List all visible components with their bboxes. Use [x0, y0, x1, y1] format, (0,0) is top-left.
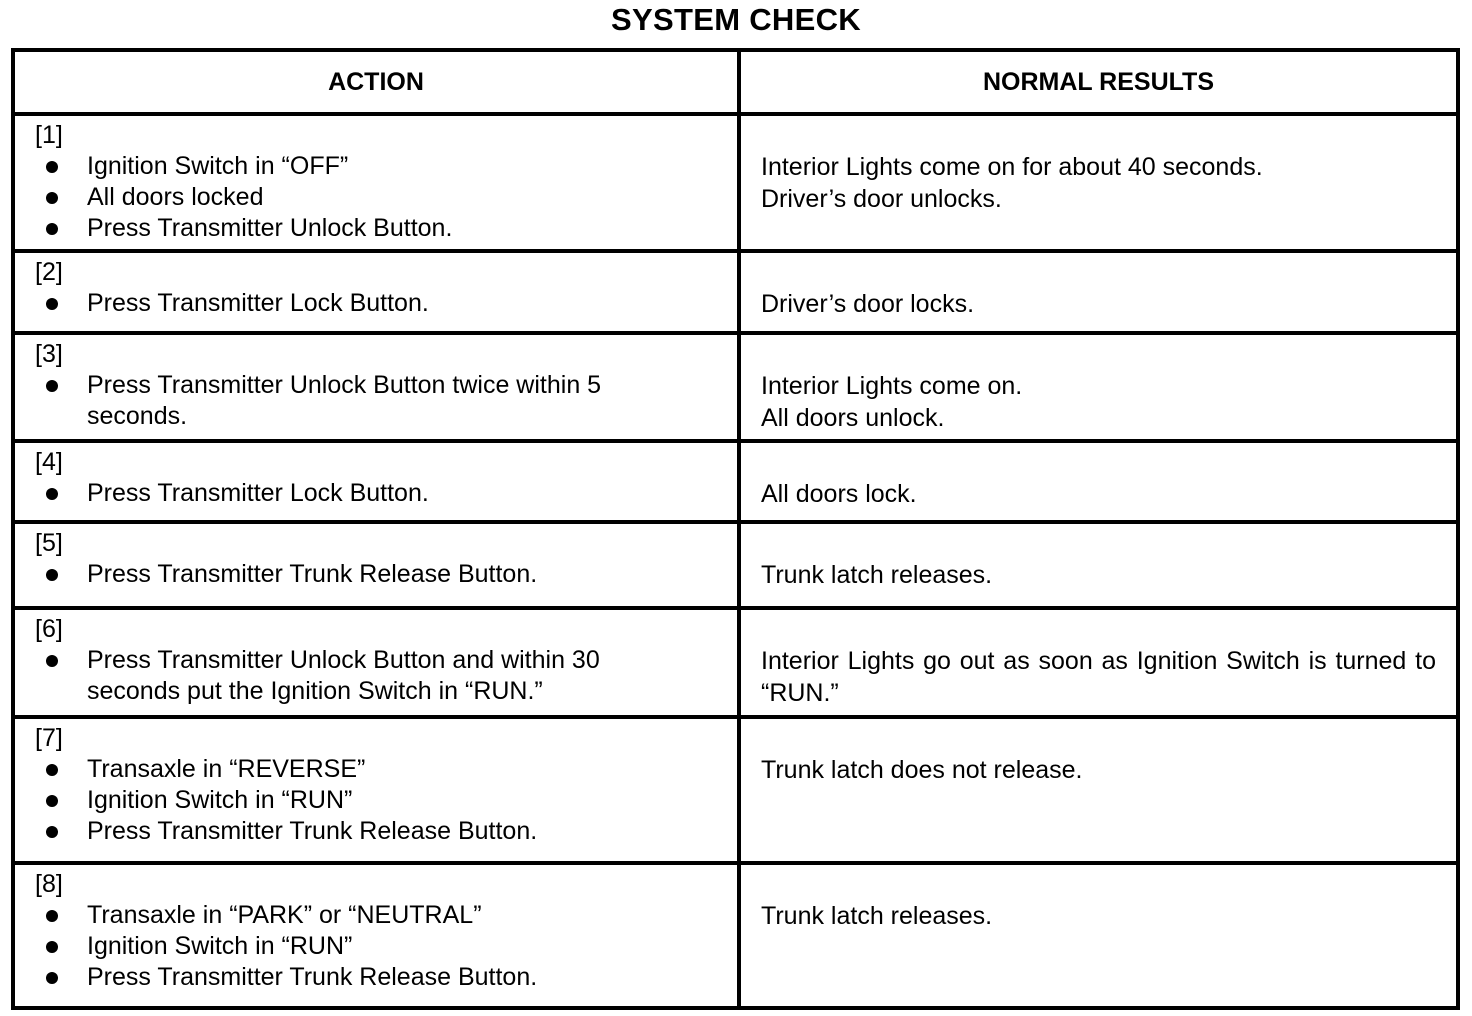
table-row [13, 522, 1458, 608]
step-number: [3] [35, 340, 63, 368]
action-item [35, 182, 737, 213]
action-item [35, 931, 737, 962]
result-cell [739, 441, 1458, 522]
result-cell [739, 863, 1458, 1008]
action-text: Press Transmitter Unlock Button and within 30 seconds put the Ignition Switch in “RUN.” [87, 646, 600, 705]
action-item [35, 785, 737, 816]
action-cell [13, 333, 739, 441]
action-column-header: ACTION [13, 50, 739, 114]
step-number: [2] [35, 258, 63, 286]
action-item [35, 478, 737, 509]
result-cell [739, 717, 1458, 863]
bullet-icon [35, 785, 87, 816]
bullet-icon [35, 213, 87, 244]
action-cell [13, 863, 739, 1008]
result-text: Trunk latch releases. [761, 902, 993, 930]
bullet-icon [35, 900, 87, 931]
result-text: Driver’s door unlocks. [761, 185, 1002, 213]
action-item [35, 151, 737, 182]
result-text: Trunk latch does not release. [761, 756, 1083, 784]
table-row [13, 251, 1458, 333]
action-cell [13, 608, 739, 717]
action-text: Transaxle in “PARK” or “NEUTRAL” [87, 901, 482, 929]
action-item [35, 559, 737, 590]
step-number: [6] [35, 615, 63, 643]
bullet-icon [35, 816, 87, 847]
table-header-row [13, 50, 1458, 114]
bullet-icon [35, 645, 87, 676]
bullet-icon [35, 931, 87, 962]
action-text: Ignition Switch in “RUN” [87, 786, 353, 814]
result-cell [739, 608, 1458, 717]
result-text: Trunk latch releases. [761, 561, 993, 589]
table-row [13, 863, 1458, 1008]
result-text: Interior Lights come on. [761, 372, 1023, 400]
table-row [13, 114, 1458, 251]
action-text: Press Transmitter Lock Button. [87, 479, 429, 507]
system-check-table [11, 48, 1460, 1010]
action-text: Transaxle in “REVERSE” [87, 755, 366, 783]
bullet-icon [35, 288, 87, 319]
action-cell [13, 717, 739, 863]
bullet-icon [35, 370, 87, 401]
table-row [13, 608, 1458, 717]
normal-results-column-header: NORMAL RESULTS [739, 50, 1458, 114]
action-cell [13, 522, 739, 608]
result-text: All doors unlock. [761, 404, 945, 432]
step-number: [8] [35, 870, 63, 898]
action-item [35, 645, 737, 707]
page-title: SYSTEM CHECK [611, 2, 861, 37]
bullet-icon [35, 754, 87, 785]
table-row [13, 717, 1458, 863]
action-text: Press Transmitter Trunk Release Button. [87, 560, 538, 588]
result-cell [739, 333, 1458, 441]
result-text: All doors lock. [761, 480, 917, 508]
action-text: Press Transmitter Lock Button. [87, 289, 429, 317]
result-cell [739, 114, 1458, 251]
result-text: Interior Lights come on for about 40 seconds. [761, 153, 1263, 181]
step-number: [5] [35, 529, 63, 557]
action-item [35, 213, 737, 244]
step-number: [1] [35, 121, 63, 149]
action-text: Ignition Switch in “RUN” [87, 932, 353, 960]
action-cell [13, 441, 739, 522]
bullet-icon [35, 962, 87, 993]
action-cell [13, 251, 739, 333]
action-text: Press Transmitter Trunk Release Button. [87, 817, 538, 845]
action-item [35, 754, 737, 785]
result-text: Interior Lights go out as soon as Ignition Switch is turned to “RUN.” [761, 647, 1436, 707]
bullet-icon [35, 559, 87, 590]
action-text: Press Transmitter Unlock Button twice within 5 seconds. [87, 371, 602, 430]
step-number: [4] [35, 448, 63, 476]
action-text: Ignition Switch in “OFF” [87, 152, 349, 180]
action-text: All doors locked [87, 183, 264, 211]
action-item [35, 962, 737, 993]
action-cell [13, 114, 739, 251]
action-item [35, 816, 737, 847]
result-text: Driver’s door locks. [761, 290, 975, 318]
table-row [13, 333, 1458, 441]
action-item [35, 370, 737, 432]
action-item [35, 288, 737, 319]
result-cell [739, 251, 1458, 333]
bullet-icon [35, 478, 87, 509]
bullet-icon [35, 151, 87, 182]
bullet-icon [35, 182, 87, 213]
result-cell [739, 522, 1458, 608]
table-row [13, 441, 1458, 522]
action-item [35, 900, 737, 931]
action-text: Press Transmitter Unlock Button. [87, 214, 453, 242]
action-text: Press Transmitter Trunk Release Button. [87, 963, 538, 991]
step-number: [7] [35, 724, 63, 752]
